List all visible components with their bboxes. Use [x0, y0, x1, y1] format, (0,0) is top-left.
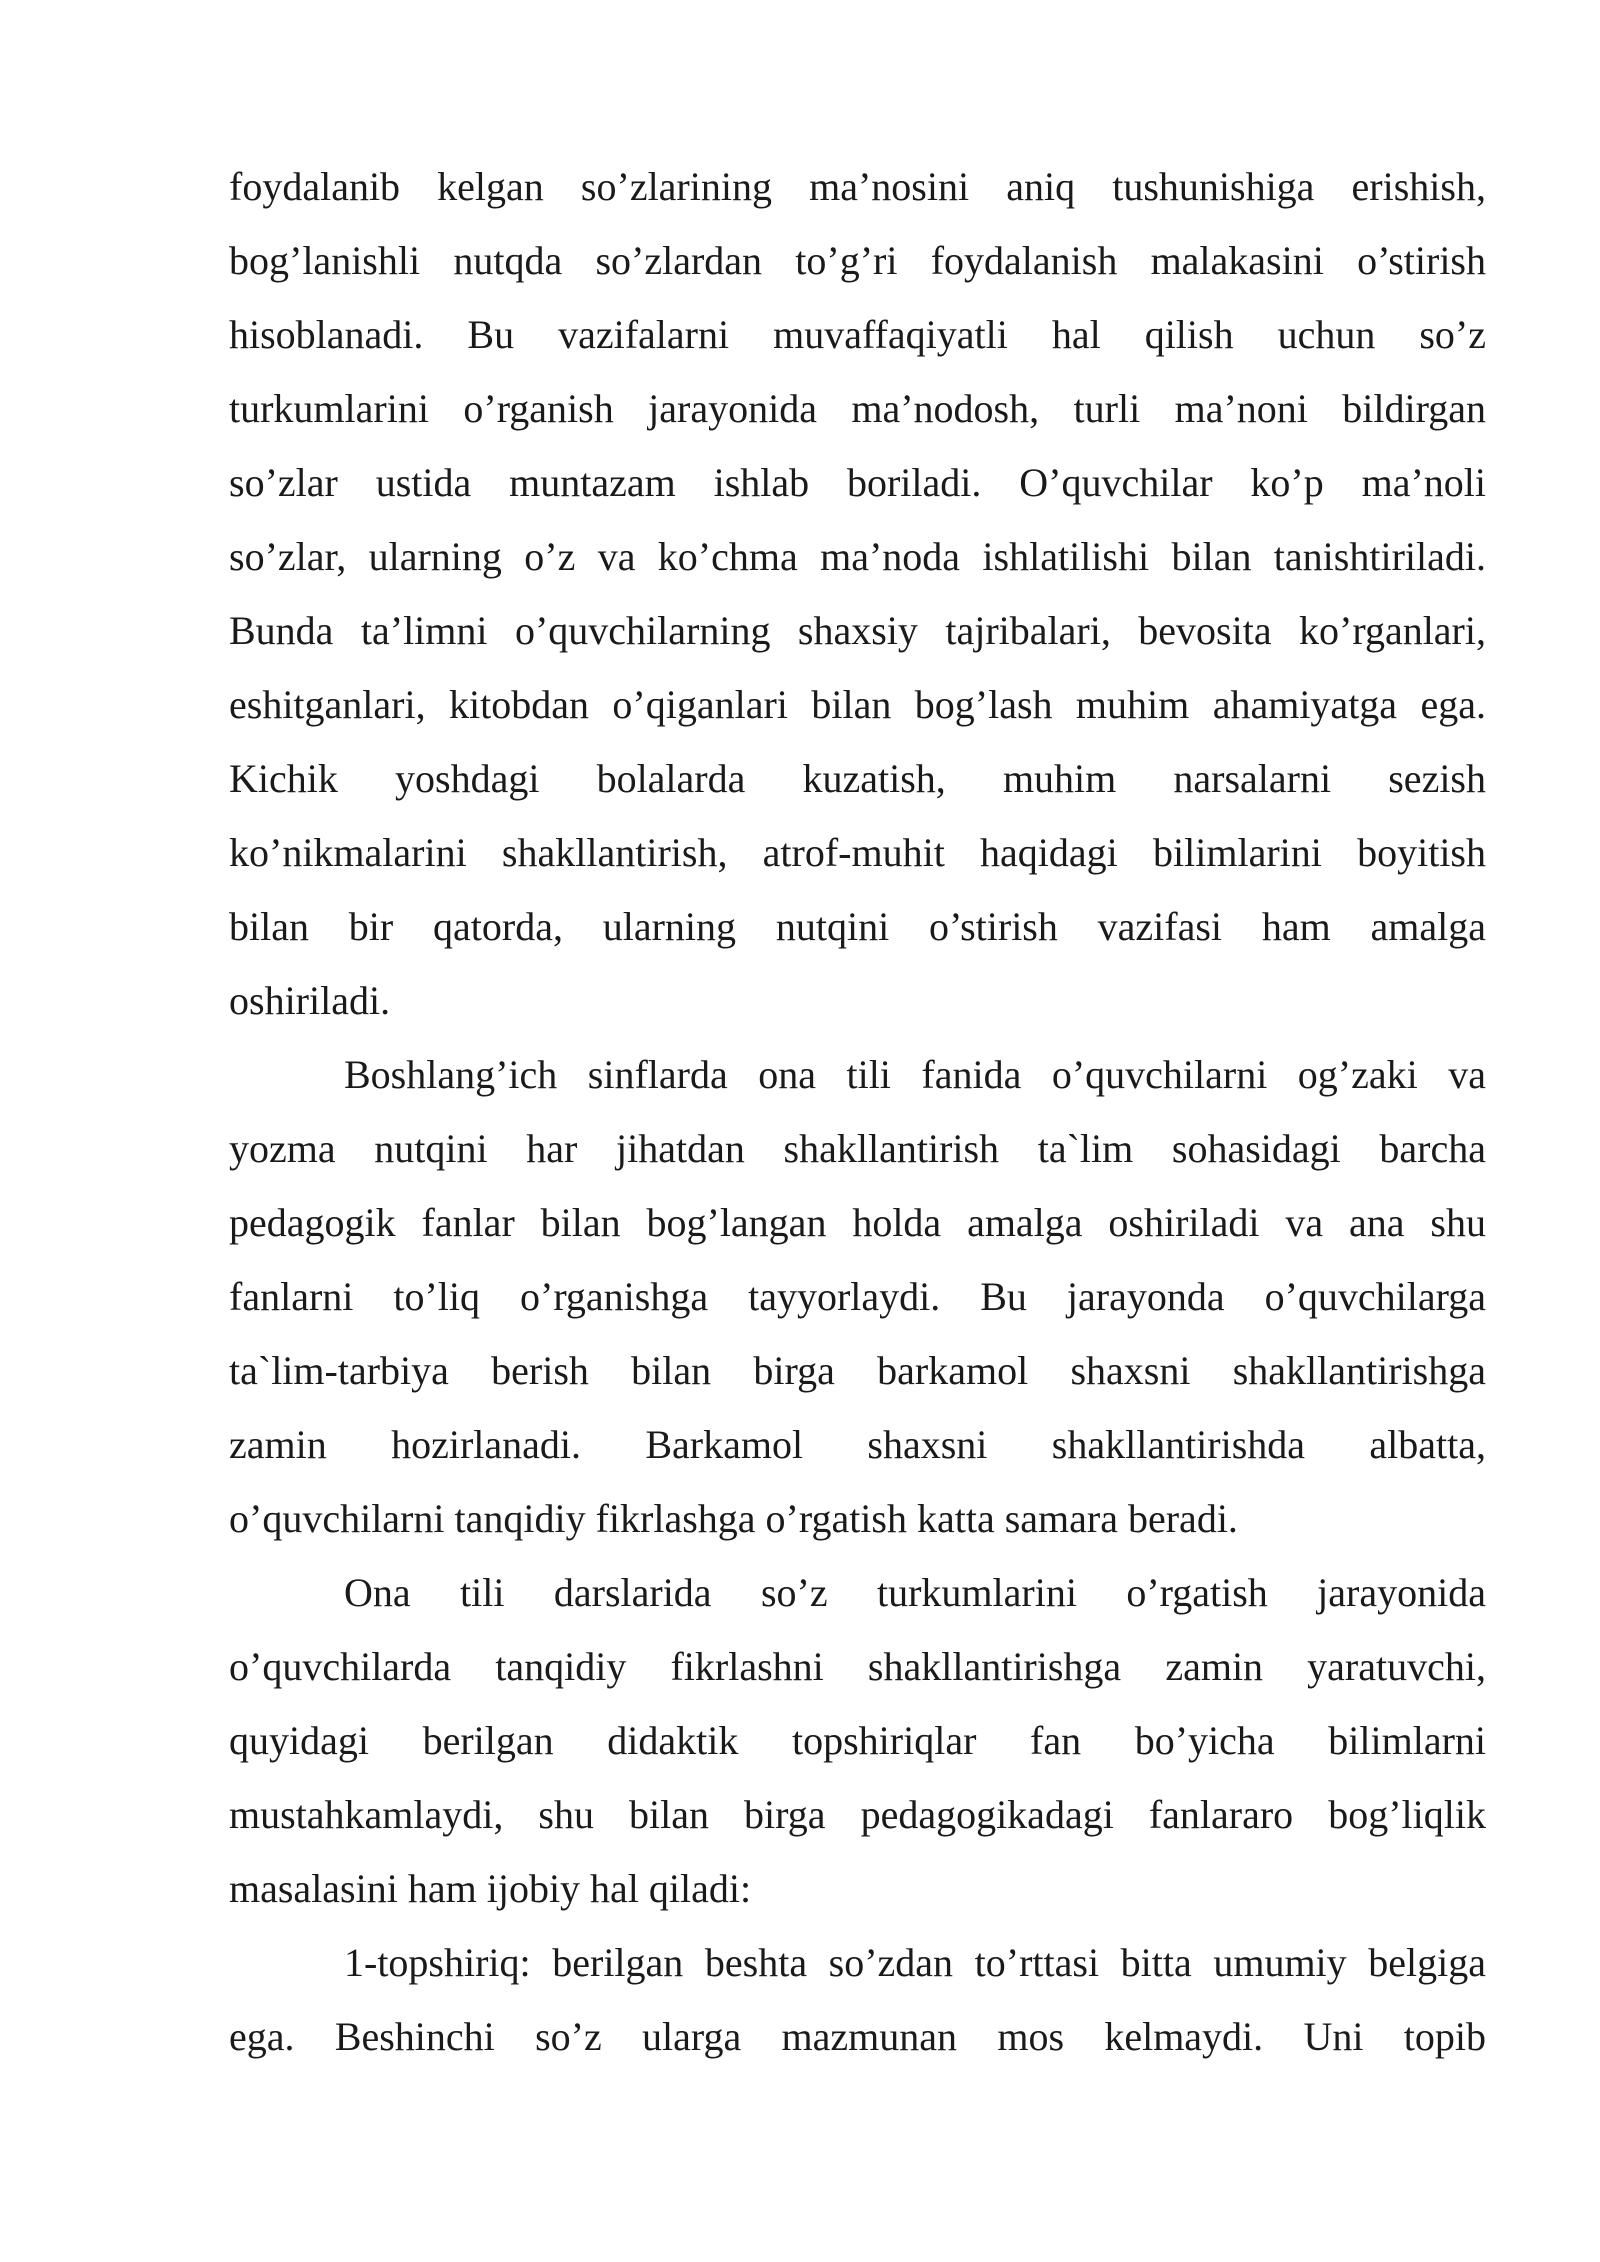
text-line: ko’nikmalarini shakllantirish, atrof-muhit haqidagi bilimlarini boyitish — [229, 830, 1486, 875]
text-line: oshiriladi. — [229, 978, 391, 1023]
text-line: yozma nutqini har jihatdan shakllantirish ta`lim sohasidagi barcha — [229, 1126, 1486, 1171]
text-line: turkumlarini o’rganish jarayonida ma’nodosh, turli ma’noni bildirgan — [229, 386, 1486, 431]
text-line: so’zlar ustida muntazam ishlab boriladi. O’quvchilar ko’p ma’noli — [229, 460, 1486, 505]
text-line: o’quvchilarni tanqidiy fikrlashga o’rgatish katta samara beradi. — [229, 1496, 1238, 1541]
text-line: bilan bir qatorda, ularning nutqini o’stirish vazifasi ham amalga — [229, 904, 1486, 949]
document-body-text — [229, 150, 1486, 2074]
text-line: o’quvchilarda tanqidiy fikrlashni shakllantirishga zamin yaratuvchi, — [229, 1644, 1486, 1689]
paragraph-first-line: Ona tili darslarida so’z turkumlarini o’rgatish jarayonida — [344, 1570, 1486, 1615]
text-line: quyidagi berilgan didaktik topshiriqlar fan bo’yicha bilimlarni — [229, 1718, 1486, 1763]
text-line: so’zlar, ularning o’z va ko’chma ma’noda ishlatilishi bilan tanishtiriladi. — [229, 534, 1486, 579]
text-line: masalasini ham ijobiy hal qiladi: — [229, 1866, 752, 1911]
text-line: zamin hozirlanadi. Barkamol shaxsni shakllantirishda albatta, — [229, 1422, 1486, 1467]
text-line: hisoblanadi. Bu vazifalarni muvaffaqiyatli hal qilish uchun so’z — [229, 312, 1486, 357]
text-line: fanlarni to’liq o’rganishga tayyorlaydi. Bu jarayonda o’quvchilarga — [229, 1274, 1486, 1319]
text-line: pedagogik fanlar bilan bog’langan holda amalga oshiriladi va ana shu — [229, 1200, 1486, 1245]
text-line: Kichik yoshdagi bolalarda kuzatish, muhim narsalarni sezish — [229, 756, 1486, 801]
text-line: eshitganlari, kitobdan o’qiganlari bilan bog’lash muhim ahamiyatga ega. — [229, 682, 1486, 727]
text-line: mustahkamlaydi, shu bilan birga pedagogikadagi fanlararo bog’liqlik — [229, 1792, 1486, 1837]
text-line: foydalanib kelgan so’zlarining ma’nosini aniq tushunishiga erishish, — [229, 164, 1486, 209]
paragraph-first-line: Boshlang’ich sinflarda ona tili fanida o’quvchilarni og’zaki va — [344, 1052, 1486, 1097]
text-line: Bunda ta’limni o’quvchilarning shaxsiy tajribalari, bevosita ko’rganlari, — [229, 608, 1486, 653]
text-line: ega. Beshinchi so’z ularga mazmunan mos kelmaydi. Uni topib — [229, 2014, 1486, 2059]
text-line: bog’lanishli nutqda so’zlardan to’g’ri foydalanish malakasini o’stirish — [229, 238, 1486, 283]
paragraph-first-line: 1-topshiriq: berilgan beshta so’zdan to’rttasi bitta umumiy belgiga — [344, 1940, 1486, 1985]
text-line: ta`lim-tarbiya berish bilan birga barkamol shaxsni shakllantirishga — [229, 1348, 1486, 1393]
